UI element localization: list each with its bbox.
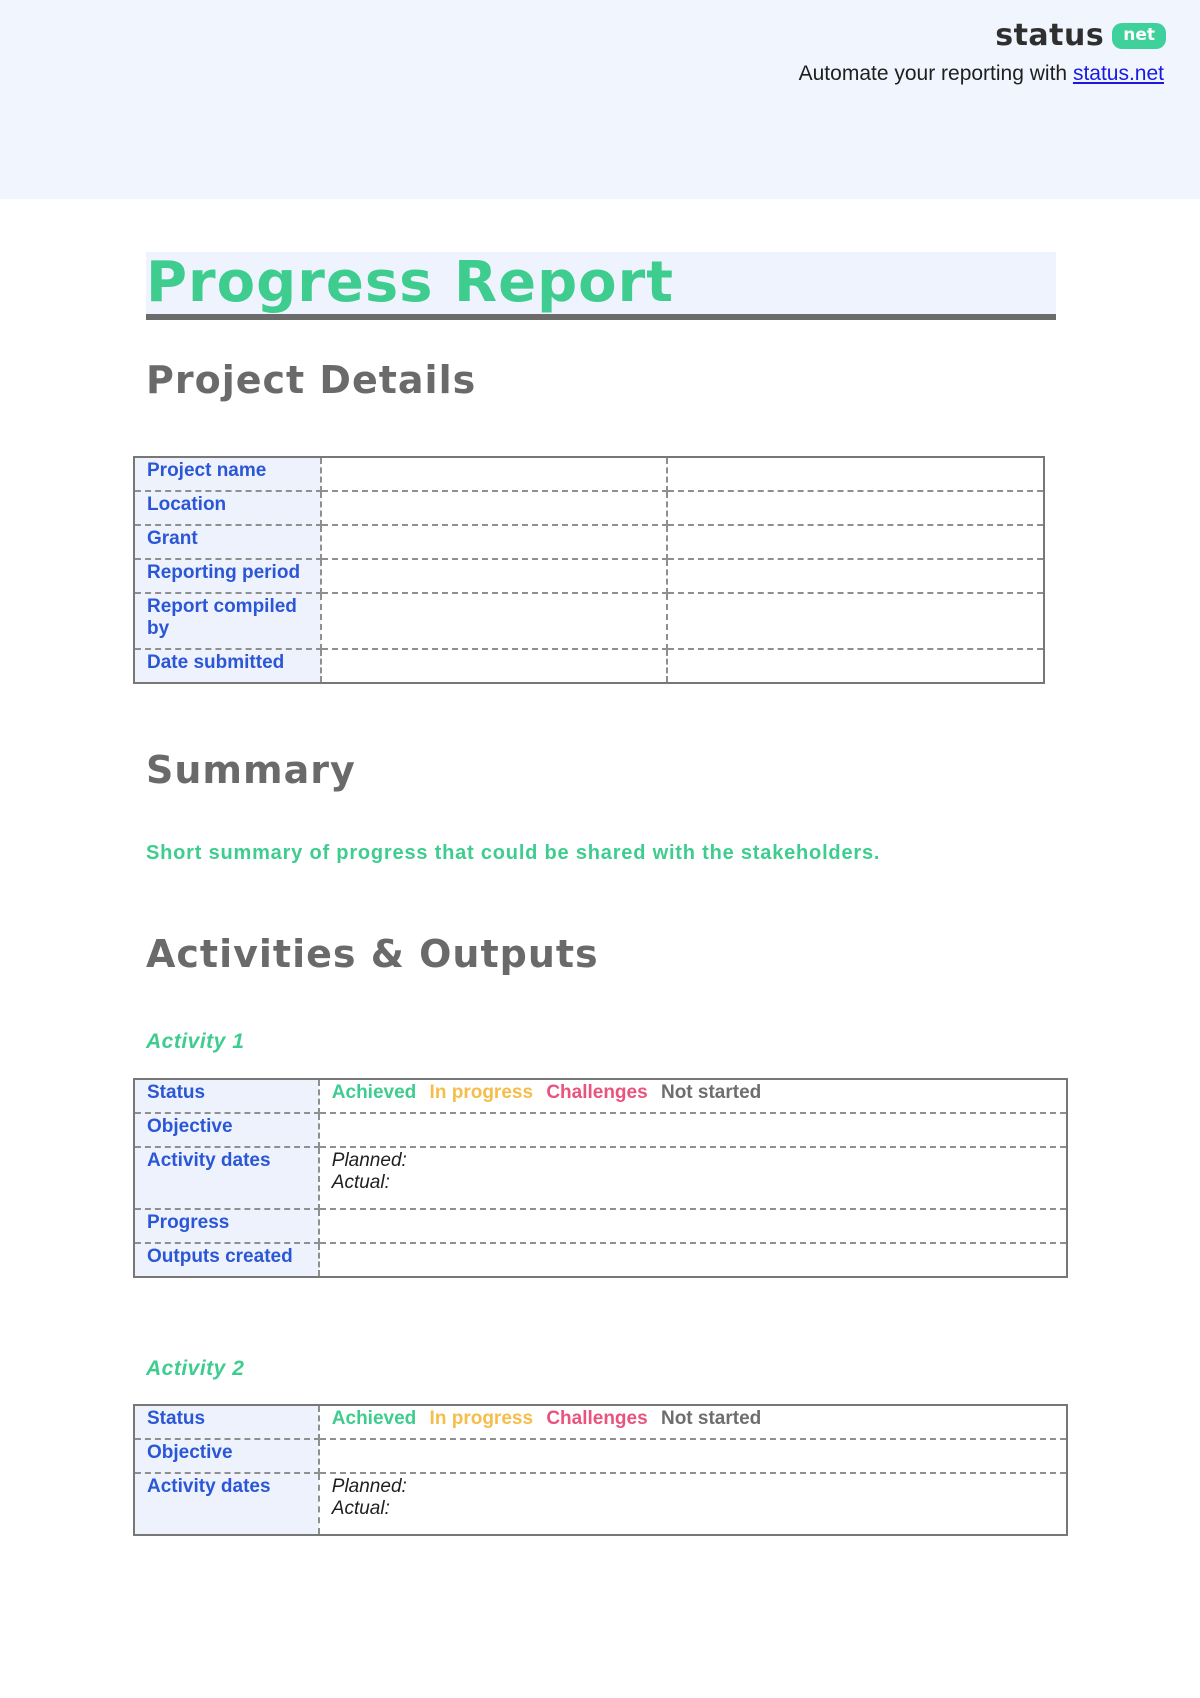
table-cell[interactable] (667, 491, 1044, 525)
header-band (0, 0, 1200, 199)
table-row (134, 593, 1044, 649)
table-row (134, 491, 1044, 525)
summary-heading: Summary (146, 748, 356, 792)
table-cell[interactable] (321, 491, 667, 525)
table-row (134, 457, 1044, 491)
project-details-table (133, 456, 1045, 684)
row-label: Location (134, 491, 321, 525)
table-cell[interactable] (321, 649, 667, 683)
activity-2-title: Activity 2 (146, 1357, 245, 1380)
row-label-progress: Progress (134, 1209, 319, 1243)
row-label-status: Status (134, 1079, 319, 1113)
table-cell[interactable] (319, 1113, 1067, 1147)
tagline-text: Automate your reporting with (798, 62, 1073, 85)
summary-text: Short summary of progress that could be shared with the stakeholders. (146, 842, 881, 864)
row-label-activity-dates: Activity dates (134, 1473, 319, 1535)
table-cell[interactable] (319, 1209, 1067, 1243)
table-cell[interactable] (667, 649, 1044, 683)
row-label: Project name (134, 457, 321, 491)
table-cell[interactable] (321, 593, 667, 649)
row-label: Grant (134, 525, 321, 559)
title-box (146, 252, 1056, 320)
table-cell[interactable] (319, 1439, 1067, 1473)
brand-word: status (995, 18, 1105, 53)
table-row (134, 1439, 1067, 1473)
status-cell[interactable] (319, 1079, 1067, 1113)
table-cell[interactable] (667, 559, 1044, 593)
page-title: Progress Report (146, 250, 675, 315)
status-achieved[interactable]: Achieved (331, 1082, 417, 1103)
row-label-objective: Objective (134, 1113, 319, 1147)
table-cell[interactable] (321, 525, 667, 559)
table-row (134, 1079, 1067, 1113)
activity-1-table (133, 1078, 1068, 1278)
row-label-outputs: Outputs created (134, 1243, 319, 1277)
table-row (134, 649, 1044, 683)
status-achieved[interactable]: Achieved (331, 1408, 417, 1429)
dates-cell[interactable] (319, 1147, 1067, 1209)
actual-label: Actual: (331, 1172, 390, 1193)
status-not-started[interactable]: Not started (660, 1408, 762, 1429)
planned-label: Planned: (331, 1150, 407, 1171)
table-row (134, 1147, 1067, 1209)
status-in-progress[interactable]: In progress (429, 1082, 534, 1103)
project-details-heading: Project Details (146, 358, 477, 402)
table-row (134, 559, 1044, 593)
row-label: Report compiled by (134, 593, 321, 649)
status-challenges[interactable]: Challenges (546, 1082, 648, 1103)
row-label-activity-dates: Activity dates (134, 1147, 319, 1209)
table-cell[interactable] (319, 1243, 1067, 1277)
tagline (799, 62, 1164, 86)
status-cell[interactable] (319, 1405, 1067, 1439)
table-row (134, 1209, 1067, 1243)
row-label: Reporting period (134, 559, 321, 593)
table-cell[interactable] (667, 457, 1044, 491)
row-label-status: Status (134, 1405, 319, 1439)
table-cell[interactable] (321, 559, 667, 593)
table-row (134, 1473, 1067, 1535)
table-cell[interactable] (667, 525, 1044, 559)
table-row (134, 1243, 1067, 1277)
row-label: Date submitted (134, 649, 321, 683)
table-cell[interactable] (321, 457, 667, 491)
status-not-started[interactable]: Not started (660, 1082, 762, 1103)
brand-logo (995, 18, 1166, 53)
activity-1-title: Activity 1 (146, 1030, 245, 1053)
actual-label: Actual: (331, 1498, 390, 1519)
brand-badge: net (1112, 23, 1166, 49)
activities-heading: Activities & Outputs (146, 932, 599, 976)
activity-2-table (133, 1404, 1068, 1536)
tagline-link[interactable]: status.net (1072, 62, 1164, 85)
table-row (134, 525, 1044, 559)
row-label-objective: Objective (134, 1439, 319, 1473)
planned-label: Planned: (331, 1476, 407, 1497)
table-row (134, 1405, 1067, 1439)
table-cell[interactable] (667, 593, 1044, 649)
status-challenges[interactable]: Challenges (546, 1408, 648, 1429)
dates-cell[interactable] (319, 1473, 1067, 1535)
table-row (134, 1113, 1067, 1147)
status-in-progress[interactable]: In progress (429, 1408, 534, 1429)
